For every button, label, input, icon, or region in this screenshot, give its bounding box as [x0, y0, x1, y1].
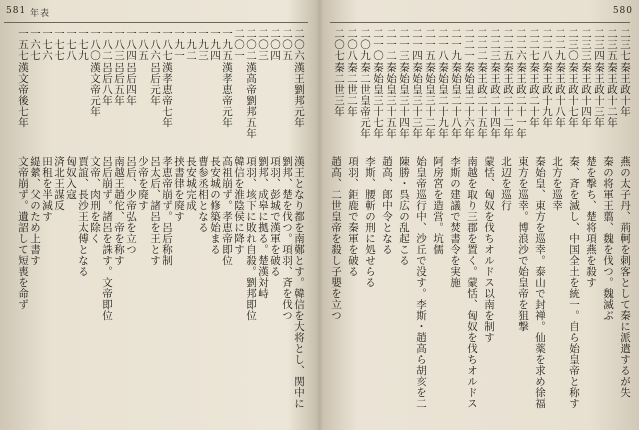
- year-cell: 二二二: [476, 28, 488, 61]
- event-text: 呂后、少帝弘を立つ: [125, 156, 137, 255]
- year-cell: 二三三: [580, 28, 592, 61]
- era-cell: 秦二世皇帝元年: [359, 62, 371, 139]
- era-cell: 漢高帝劉邦五年: [245, 62, 257, 139]
- era-cell: [208, 62, 222, 146]
- year-cell: 二一〇: [372, 28, 384, 61]
- event-text: 項羽、垓下に敗れ自殺。劉邦即位: [245, 156, 257, 321]
- right-page: [322, 0, 639, 430]
- year-cell: 二三五: [606, 28, 618, 61]
- era-cell: 秦始皇三十五年: [385, 62, 397, 139]
- event-text: 呂太后、諸呂を王とす: [149, 156, 161, 266]
- year-cell: 二〇九: [359, 28, 371, 61]
- year-cell: 一九四: [209, 28, 221, 61]
- year-cell: 二〇六: [293, 28, 305, 61]
- event-text: 陳勝・呉広の乱起こる: [398, 156, 410, 266]
- era-cell: [172, 62, 186, 146]
- era-cell: 呂后八年: [101, 62, 113, 106]
- era-cell: 秦王政十二年: [606, 62, 618, 128]
- year-cell: 一八三: [113, 28, 125, 61]
- year-cell: 二二六: [515, 28, 527, 61]
- era-cell: 秦王政二十年: [528, 62, 540, 128]
- year-cell: 一八〇: [89, 28, 101, 61]
- era-cell: 秦王政二十五年: [476, 62, 488, 139]
- header-rule: [4, 22, 308, 23]
- event-text: 蒙恬、匈奴を伐ちオルドス以南を制す: [483, 156, 495, 343]
- year-cell: 一五七: [17, 28, 29, 61]
- era-cell: 秦始皇三十四年: [398, 62, 410, 139]
- era-cell: 漢孝恵帝元年: [221, 62, 233, 128]
- year-cell: 二三〇: [567, 28, 579, 61]
- era-cell: 秦始皇三十七年: [372, 62, 384, 139]
- event-text: 北辺を巡行: [500, 156, 512, 211]
- era-cell: 漢王劉邦元年: [293, 62, 305, 128]
- event-text: 曹参丞相となる: [197, 156, 209, 233]
- event-text: 阿房宮を造営。坑儒: [432, 156, 444, 255]
- left-page: [0, 0, 316, 430]
- era-cell: 秦始皇三十二年: [424, 62, 436, 139]
- year-cell: 一八二: [101, 28, 113, 61]
- event-text: 秦、斉を滅し、中国全土を統一。自ら始皇帝と称す: [568, 156, 580, 409]
- event-text: 趙高、二世皇帝を殺し子嬰を立つ: [330, 156, 342, 321]
- era-cell: 秦王政十三年: [593, 62, 605, 128]
- event-text: 長安城完成: [185, 156, 197, 211]
- era-cell: 秦二世二年: [346, 62, 358, 117]
- year-cell: 二〇一: [233, 28, 245, 61]
- event-text: 韓信を淮陰侯に降す: [233, 156, 245, 255]
- year-cell: 二一八: [437, 28, 449, 61]
- year-cell: 二〇二: [245, 28, 257, 61]
- era-cell: 秦王政二十一年: [515, 62, 527, 139]
- year-cell: 一七七: [53, 28, 65, 61]
- running-head: 年表: [30, 9, 51, 19]
- year-cell: 一九二: [185, 28, 197, 61]
- era-cell: [268, 62, 282, 146]
- era-cell: 呂后五年: [113, 62, 125, 106]
- event-text: 文帝、肉刑を除く: [89, 156, 101, 244]
- era-cell: [76, 62, 90, 146]
- year-cell: 一七六: [41, 28, 53, 61]
- era-cell: 秦始皇二十六年: [463, 62, 475, 139]
- event-text: 匈奴入寇: [65, 156, 77, 200]
- year-cell: 一九一: [173, 28, 185, 61]
- year-cell: 二一五: [424, 28, 436, 61]
- year-cell: 二三七: [619, 28, 631, 61]
- era-cell: 秦始皇二十八年: [450, 62, 462, 139]
- event-text: 呂后崩ず。諸呂を誅す。文帝即位: [101, 156, 113, 321]
- year-cell: 二二一: [463, 28, 475, 61]
- event-text: 文帝崩ず。遺詔して短喪を命ず: [17, 156, 29, 310]
- year-cell: 二一二: [385, 28, 397, 61]
- year-cell: 一八六: [149, 28, 161, 61]
- year-cell: 二一四: [411, 28, 423, 61]
- era-cell: 秦王政二十二年: [502, 62, 514, 139]
- era-cell: 秦王政十七年: [567, 62, 579, 128]
- event-text: 李斯、腰斬の刑に処せらる: [364, 156, 376, 288]
- era-cell: 漢文帝後七年: [17, 62, 29, 128]
- era-cell: 呂后四年: [125, 62, 137, 106]
- event-text: 劉邦、成皋に拠る。楚漢対峙: [257, 156, 269, 299]
- era-cell: [232, 62, 246, 146]
- year-cell: 二〇三: [257, 28, 269, 61]
- event-text: 東方を巡幸。博浪沙で始皇帝を狙撃: [517, 156, 529, 332]
- event-text: 緹縈、父のため上書す: [29, 156, 41, 266]
- event-text: 賈誼、長沙王太傅となる: [77, 156, 89, 277]
- year-cell: 一八五: [137, 28, 149, 61]
- era-cell: 漢孝恵帝七年: [161, 62, 173, 128]
- event-text: 南越を取り三郡を置く。蒙恬、匈奴を伐ちオルドス: [466, 156, 478, 409]
- event-text: 孝恵帝崩ず。呂后称制: [161, 156, 173, 266]
- era-cell: 漢文帝元年: [89, 62, 101, 117]
- era-cell: 呂后元年: [149, 62, 161, 106]
- event-text: 済北王謀反: [53, 156, 65, 211]
- event-text: 趙高、郎中令となる: [381, 156, 393, 255]
- year-cell: 二二三: [489, 28, 501, 61]
- event-text: 少帝を廃す: [137, 156, 149, 211]
- event-text: 項羽、彭城で漢軍を破る: [269, 156, 281, 277]
- event-text: 李斯の建議で焚書令を実施: [449, 156, 461, 288]
- era-cell: 秦王政十九年: [541, 62, 553, 128]
- era-cell: [184, 62, 198, 146]
- year-cell: 一九五: [221, 28, 233, 61]
- event-text: 秦始皇、東方を巡幸。泰山で封禅。仙薬を求め徐福: [534, 156, 546, 409]
- event-text: 高祖崩ず。孝恵帝即位: [221, 156, 233, 266]
- page-number: 581: [6, 6, 27, 16]
- year-cell: 二三四: [593, 28, 605, 61]
- era-cell: 秦始皇二十九年: [437, 62, 449, 139]
- event-text: 田租を半減す: [41, 156, 53, 222]
- era-cell: [64, 62, 78, 146]
- event-text: 漢王となり都を南鄭とす。韓信を大将とし、関中に: [293, 156, 305, 409]
- year-cell: 二一九: [450, 28, 462, 61]
- year-cell: 二二五: [502, 28, 514, 61]
- year-cell: 一七九: [77, 28, 89, 61]
- era-cell: 秦王政十八年: [554, 62, 566, 128]
- era-cell: 秦始皇三十三年: [411, 62, 423, 139]
- event-text: 秦の将軍王翦、魏を伐つ。魏滅ぶ: [602, 156, 614, 321]
- year-cell: 一六七: [29, 28, 41, 61]
- event-text: 始皇帝巡行中、沙丘で没す。李斯・趙高ら胡亥を二: [415, 156, 427, 409]
- era-cell: 秦二世三年: [333, 62, 345, 117]
- year-cell: 二二八: [541, 28, 553, 61]
- event-text: 長安城の修築始まる: [209, 156, 221, 255]
- event-text: 燕の太子丹、荊軻を刺客として秦に派遣するが失: [619, 156, 631, 398]
- year-cell: 二〇八: [346, 28, 358, 61]
- page-number: 580: [612, 6, 633, 16]
- year-cell: 一九三: [197, 28, 209, 61]
- year-cell: 一七八: [65, 28, 77, 61]
- event-text: 項羽、鉅鹿で秦軍を破る: [347, 156, 359, 277]
- header-rule: [330, 22, 630, 23]
- year-cell: 二二九: [554, 28, 566, 61]
- event-text: 北方を巡幸: [551, 156, 563, 211]
- event-text: 楚を撃ち、楚将項燕を殺す: [585, 156, 597, 288]
- era-cell: [196, 62, 210, 146]
- event-text: 挟書律を廃す: [173, 156, 185, 222]
- era-cell: [136, 62, 150, 146]
- year-cell: 一八四: [125, 28, 137, 61]
- era-cell: [40, 62, 54, 146]
- event-text: 南越王趙佗、帝を称す: [113, 156, 125, 266]
- year-cell: 二〇五: [281, 28, 293, 61]
- era-cell: [52, 62, 66, 146]
- era-cell: [28, 62, 42, 146]
- era-cell: [256, 62, 270, 146]
- year-cell: 一八七: [161, 28, 173, 61]
- era-cell: 秦王政二十四年: [489, 62, 501, 139]
- year-cell: 二〇七: [333, 28, 345, 61]
- year-cell: 二〇四: [269, 28, 281, 61]
- era-cell: 秦王政十四年: [580, 62, 592, 128]
- event-text: 劉邦、楚を伐つ。項羽、斉を伐つ: [281, 156, 293, 321]
- year-cell: 二二七: [528, 28, 540, 61]
- year-cell: 二一三: [398, 28, 410, 61]
- era-cell: [280, 62, 294, 146]
- era-cell: 秦王政十年: [619, 62, 631, 117]
